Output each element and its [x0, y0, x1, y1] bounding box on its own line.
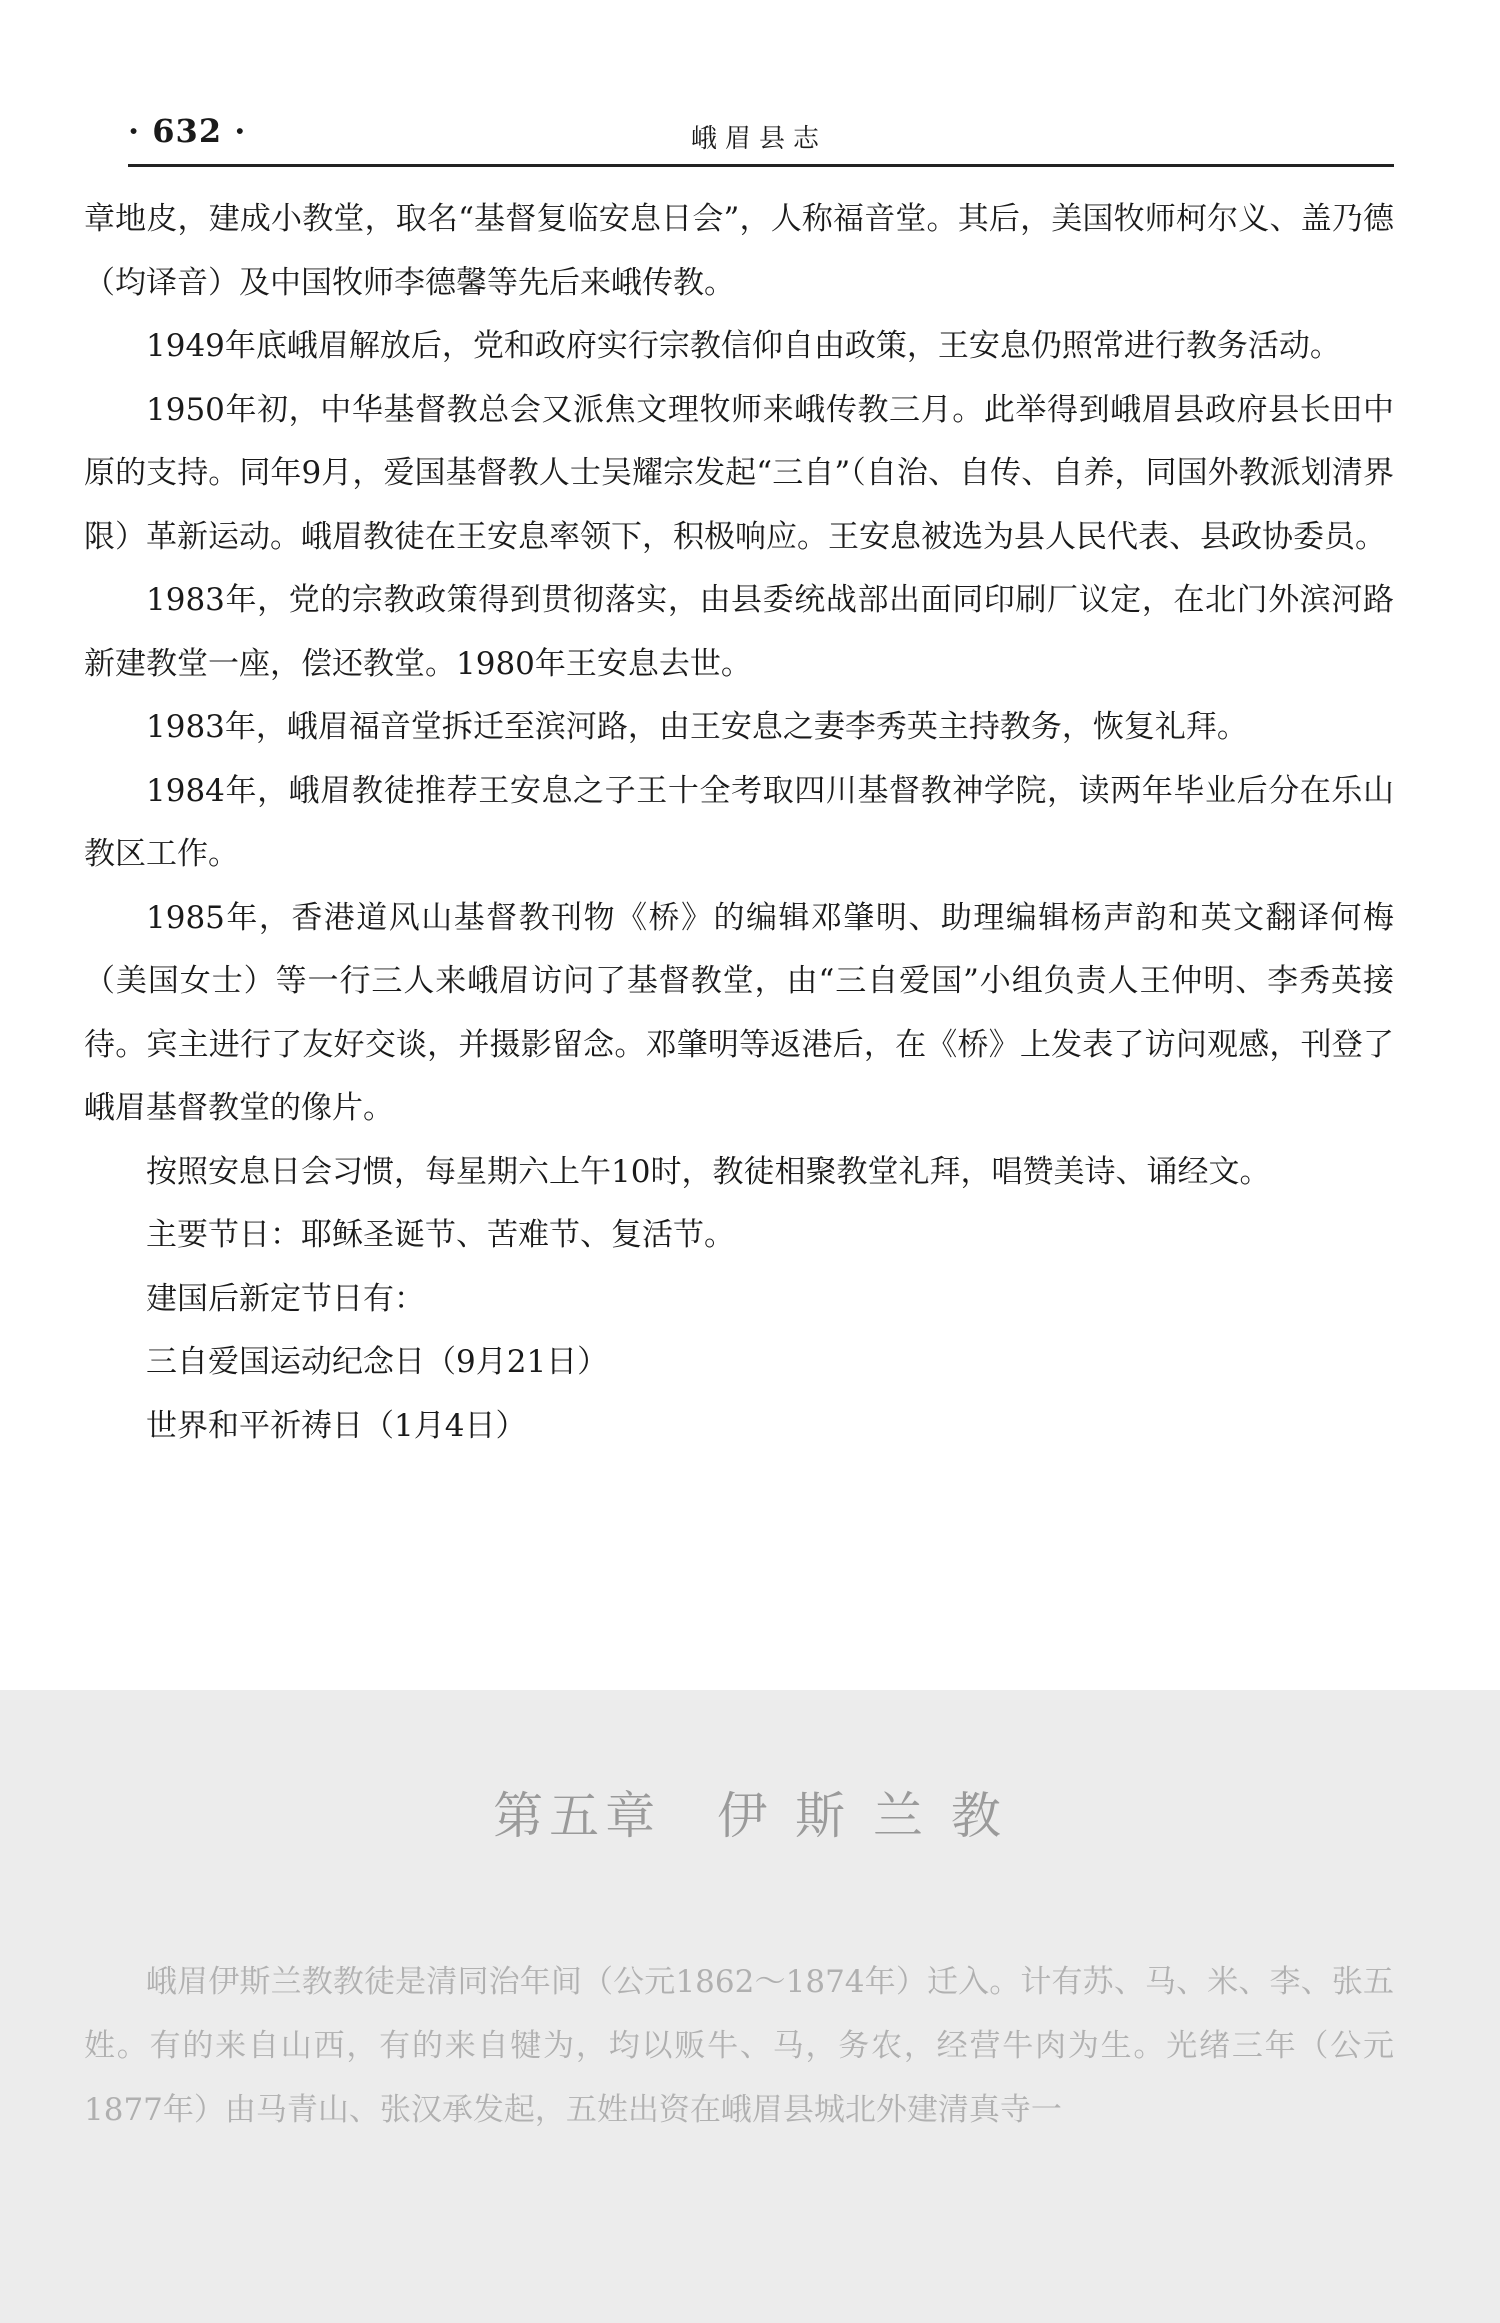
paragraph: 三自爱国运动纪念日（9月21日） [146, 1344, 609, 1380]
chapter-intro-text [84, 1950, 1394, 2142]
paragraph: 主要节日：耶稣圣诞节、苦难节、复活节。 [146, 1217, 735, 1253]
page-header [128, 112, 1390, 160]
paragraph: 1950年初，中华基督教总会又派焦文理牧师来峨传教三月。此举得到峨眉县政府县长田中原的支持。同年9月，爱国基督教人士吴耀宗发起“三自”（自治、自传、自养，同国外教派划清界限）革新运动。峨眉教徒在王安息率领下，积极响应。王安息被选为县人民代表、县政协委员。 [84, 391, 1394, 555]
paragraph: 峨眉伊斯兰教教徒是清同治年间（公元1862～1874年）迁入。计有苏、马、米、李、张五姓。有的来自山西，有的来自犍为，均以贩牛、马，务农，经营牛肉为生。光绪三年（公元1877年）由马青山、张汉承发起，五姓出资在峨眉县城北外建清真寺一 [84, 1964, 1394, 2128]
paragraph: 1984年，峨眉教徒推荐王安息之子王十全考取四川基督教神学院，读两年毕业后分在乐山教区工作。 [84, 772, 1394, 872]
running-title: 峨眉县志 [690, 124, 827, 154]
paragraph: 章地皮，建成小教堂，取名“基督复临安息日会”，人称福音堂。其后，美国牧师柯尔义、盖乃德（均译音）及中国牧师李德馨等先后来峨传教。 [84, 201, 1394, 301]
header-rule [128, 164, 1394, 167]
chapter-title: 第五章 伊 斯 兰 教 [493, 1787, 1007, 1845]
body-text [84, 188, 1394, 1458]
paragraph: 1949年底峨眉解放后，党和政府实行宗教信仰自由政策，王安息仍照常进行教务活动。 [146, 328, 1341, 364]
paragraph: 建国后新定节日有： [146, 1280, 425, 1317]
paragraph: 1983年，党的宗教政策得到贯彻落实，由县委统战部出面同印刷厂议定，在北门外滨河路新建教堂一座，偿还教堂。1980年王安息去世。 [84, 582, 1394, 682]
page-number: · 632 · [128, 112, 247, 150]
paragraph: 1985年，香港道风山基督教刊物《桥》的编辑邓肇明、助理编辑杨声韵和英文翻译何梅（美国女士）等一行三人来峨眉访问了基督教堂，由“三自爱国”小组负责人王仲明、李秀英接待。宾主进行了友好交谈，并摄影留念。邓肇明等返港后，在《桥》上发表了访问观感，刊登了峨眉基督教堂的像片。 [84, 899, 1394, 1126]
paragraph: 1983年，峨眉福音堂拆迁至滨河路，由王安息之妻李秀英主持教务，恢复礼拜。 [146, 709, 1248, 745]
paragraph: 按照安息日会习惯，每星期六上午10时，教徒相聚教堂礼拜，唱赞美诗、诵经文。 [146, 1153, 1271, 1190]
paragraph: 世界和平祈祷日（1月4日） [146, 1407, 527, 1444]
